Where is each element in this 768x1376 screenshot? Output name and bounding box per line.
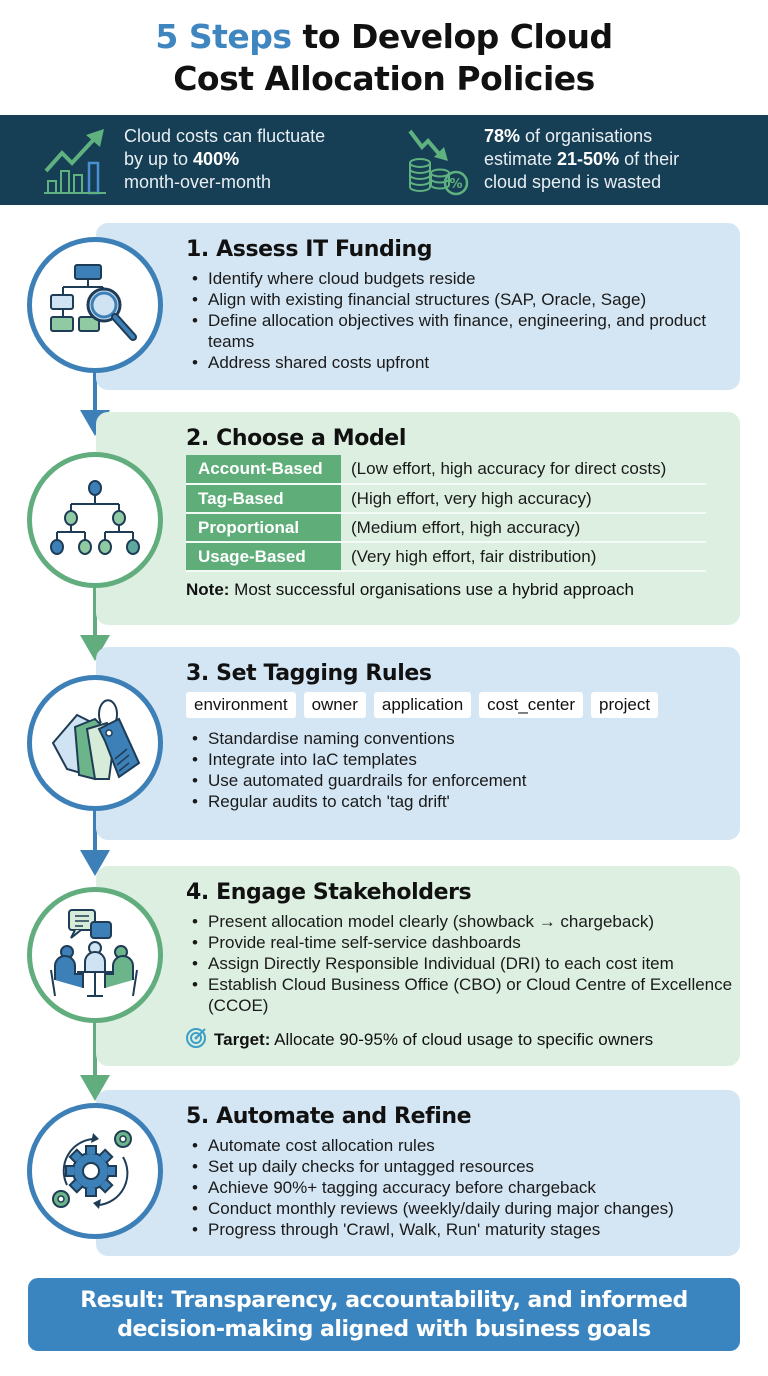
step-2-card: [96, 412, 740, 625]
list-item: • Present allocation model clearly (showback → chargeback): [190, 911, 740, 932]
step-4-icon-circle: [27, 887, 163, 1023]
list-item: • Standardise naming conventions: [190, 728, 740, 749]
stat-fluctuation: [44, 125, 325, 200]
list-item: • Identify where cloud budgets reside: [190, 268, 740, 289]
org-chart-magnifier-icon: [49, 263, 141, 348]
hierarchy-tree-icon: [49, 480, 141, 561]
list-item: • Integrate into IaC templates: [190, 749, 740, 770]
list-item: • Align with existing financial structures (SAP, Oracle, Sage): [190, 289, 740, 310]
tag-chip: cost_center: [479, 692, 583, 718]
tag-list: [186, 692, 740, 718]
tag-chip: application: [374, 692, 471, 718]
gears-cycle-icon: [49, 1123, 141, 1220]
title-line1: to Develop Cloud: [291, 17, 613, 56]
step-3-card: [96, 647, 740, 840]
table-row: Proportional (Medium effort, high accuracy): [186, 513, 706, 542]
tags-icon: [49, 699, 141, 788]
step-4-target: Target: Allocate 90-95% of cloud usage to specific owners: [186, 1026, 740, 1053]
list-item: • Automate cost allocation rules: [190, 1135, 740, 1156]
step-2-title: 2. Choose a Model: [186, 426, 406, 451]
step-1-title: 1. Assess IT Funding: [186, 237, 433, 262]
list-item: • Establish Cloud Business Office (CBO) or Cloud Centre of Excellence (CCOE): [190, 974, 740, 1016]
result-banner: Result: Transparency, accountability, and informed decision-making aligned with business goals: [28, 1278, 740, 1351]
step-4-title: 4. Engage Stakeholders: [186, 880, 472, 905]
title-accent: 5 Steps: [155, 17, 292, 56]
allocation-model-table: [186, 455, 706, 572]
step-2-icon-circle: [27, 452, 163, 588]
list-item: • Regular audits to catch 'tag drift': [190, 791, 740, 812]
step-5-icon-circle: [27, 1103, 163, 1239]
step-5-title: 5. Automate and Refine: [186, 1104, 472, 1129]
stat-fluctuation-text: Cloud costs can fluctuate by up to 400% month-over-month: [124, 126, 326, 192]
list-item: • Achieve 90%+ tagging accuracy before chargeback: [190, 1177, 740, 1198]
step-5-card: [96, 1090, 740, 1256]
list-item: • Set up daily checks for untagged resources: [190, 1156, 740, 1177]
title-line2: Cost Allocation Policies: [173, 59, 595, 98]
list-item: • Address shared costs upfront: [190, 352, 740, 373]
step-4-bullets: [190, 911, 740, 1016]
tag-chip: project: [591, 692, 658, 718]
svg-text:%: %: [449, 177, 463, 192]
list-item: • Define allocation objectives with finance, engineering, and product teams: [190, 310, 740, 352]
stats-banner: [0, 115, 768, 205]
step-1-bullets: [190, 268, 740, 373]
tag-chip: environment: [186, 692, 296, 718]
table-row: Usage-Based (Very high effort, fair distribution): [186, 542, 706, 571]
rising-bar-chart-icon: [44, 129, 108, 200]
step-3-bullets: [190, 728, 740, 812]
stat-waste-text: 78% of organisations estimate 21-50% of their cloud spend is wasted: [484, 126, 680, 192]
list-item: • Provide real-time self-service dashboards: [190, 932, 740, 953]
target-icon: [186, 1026, 208, 1053]
stat-waste: [406, 125, 679, 202]
page-title: [0, 16, 768, 100]
step-3-icon-circle: [27, 675, 163, 811]
step-4-card: [96, 866, 740, 1066]
table-row: Account-Based (Low effort, high accuracy for direct costs): [186, 455, 706, 484]
step-3-title: 3. Set Tagging Rules: [186, 661, 432, 686]
step-2-note: Note: Most successful organisations use a hybrid approach: [186, 580, 634, 599]
list-item: • Progress through 'Crawl, Walk, Run' maturity stages: [190, 1219, 740, 1240]
list-item: • Use automated guardrails for enforcement: [190, 770, 740, 791]
coins-percent-down-arrow-icon: [406, 127, 470, 202]
step-1-icon-circle: [27, 237, 163, 373]
step-5-bullets: [190, 1135, 740, 1240]
list-item: • Assign Directly Responsible Individual (DRI) to each cost item: [190, 953, 740, 974]
table-row: Tag-Based (High effort, very high accuracy): [186, 484, 706, 513]
tag-chip: owner: [304, 692, 366, 718]
step-1-card: [96, 223, 740, 390]
meeting-people-icon: [49, 908, 141, 1003]
list-item: • Conduct monthly reviews (weekly/daily during major changes): [190, 1198, 740, 1219]
